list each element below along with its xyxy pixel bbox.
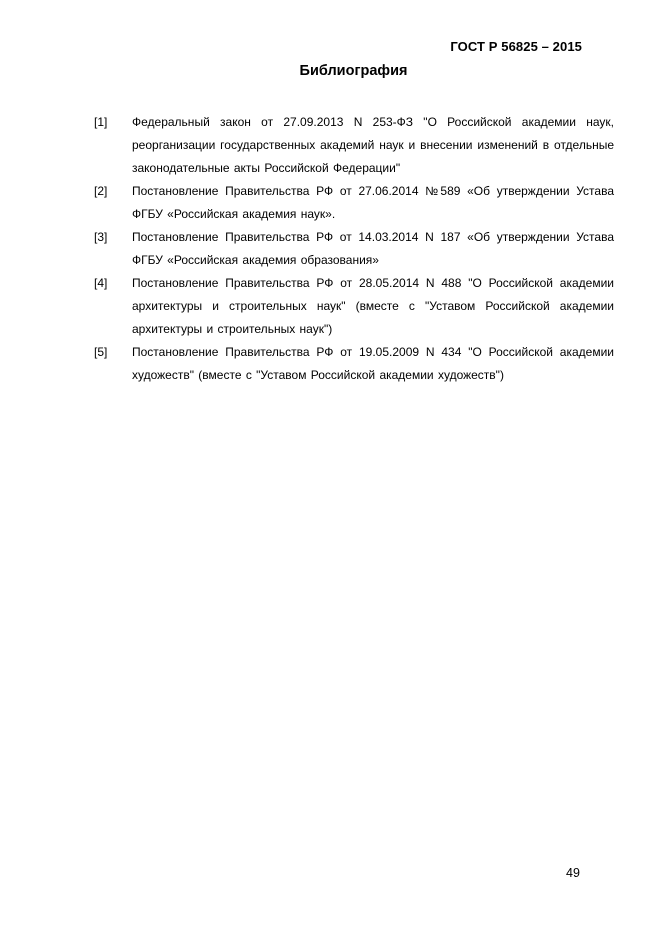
bibliography-list [94,111,614,387]
bibliography-entry [94,226,614,272]
page-title: Библиография [299,63,408,79]
entry-text: Постановление Правительства РФ от 27.06.2014 №589 «Об утверждении Устава ФГБУ «Российская академия наук». [132,184,614,221]
bibliography-entry [94,341,614,387]
entry-text: Постановление Правительства РФ от 28.05.2014 N 488 "О Российской академии архитектуры и строительных наук" (вместе с "Уставом Российской академии архитектуры и строительных наук") [132,276,614,336]
entry-number: [4] [94,276,108,290]
document-code: ГОСТ Р 56825 – 2015 [450,39,582,54]
page-number: 49 [566,866,580,880]
entry-text: Федеральный закон от 27.09.2013 N 253-ФЗ "О Российской академии наук, реорганизации государственных академий наук и внесении изменений в отдельные законодательные акты Российской Федерации" [132,115,614,175]
entry-text: Постановление Правительства РФ от 19.05.2009 N 434 "О Российской академии художеств" (вместе с "Уставом Российской академии художеств") [132,345,614,382]
entry-number: [1] [94,115,108,129]
entry-number: [5] [94,345,108,359]
bibliography-entry [94,180,614,226]
bibliography-entry [94,272,614,341]
entry-number: [3] [94,230,108,244]
entry-number: [2] [94,184,108,198]
bibliography-entry [94,111,614,180]
entry-text: Постановление Правительства РФ от 14.03.2014 N 187 «Об утверждении Устава ФГБУ «Российская академия образования» [132,230,614,267]
